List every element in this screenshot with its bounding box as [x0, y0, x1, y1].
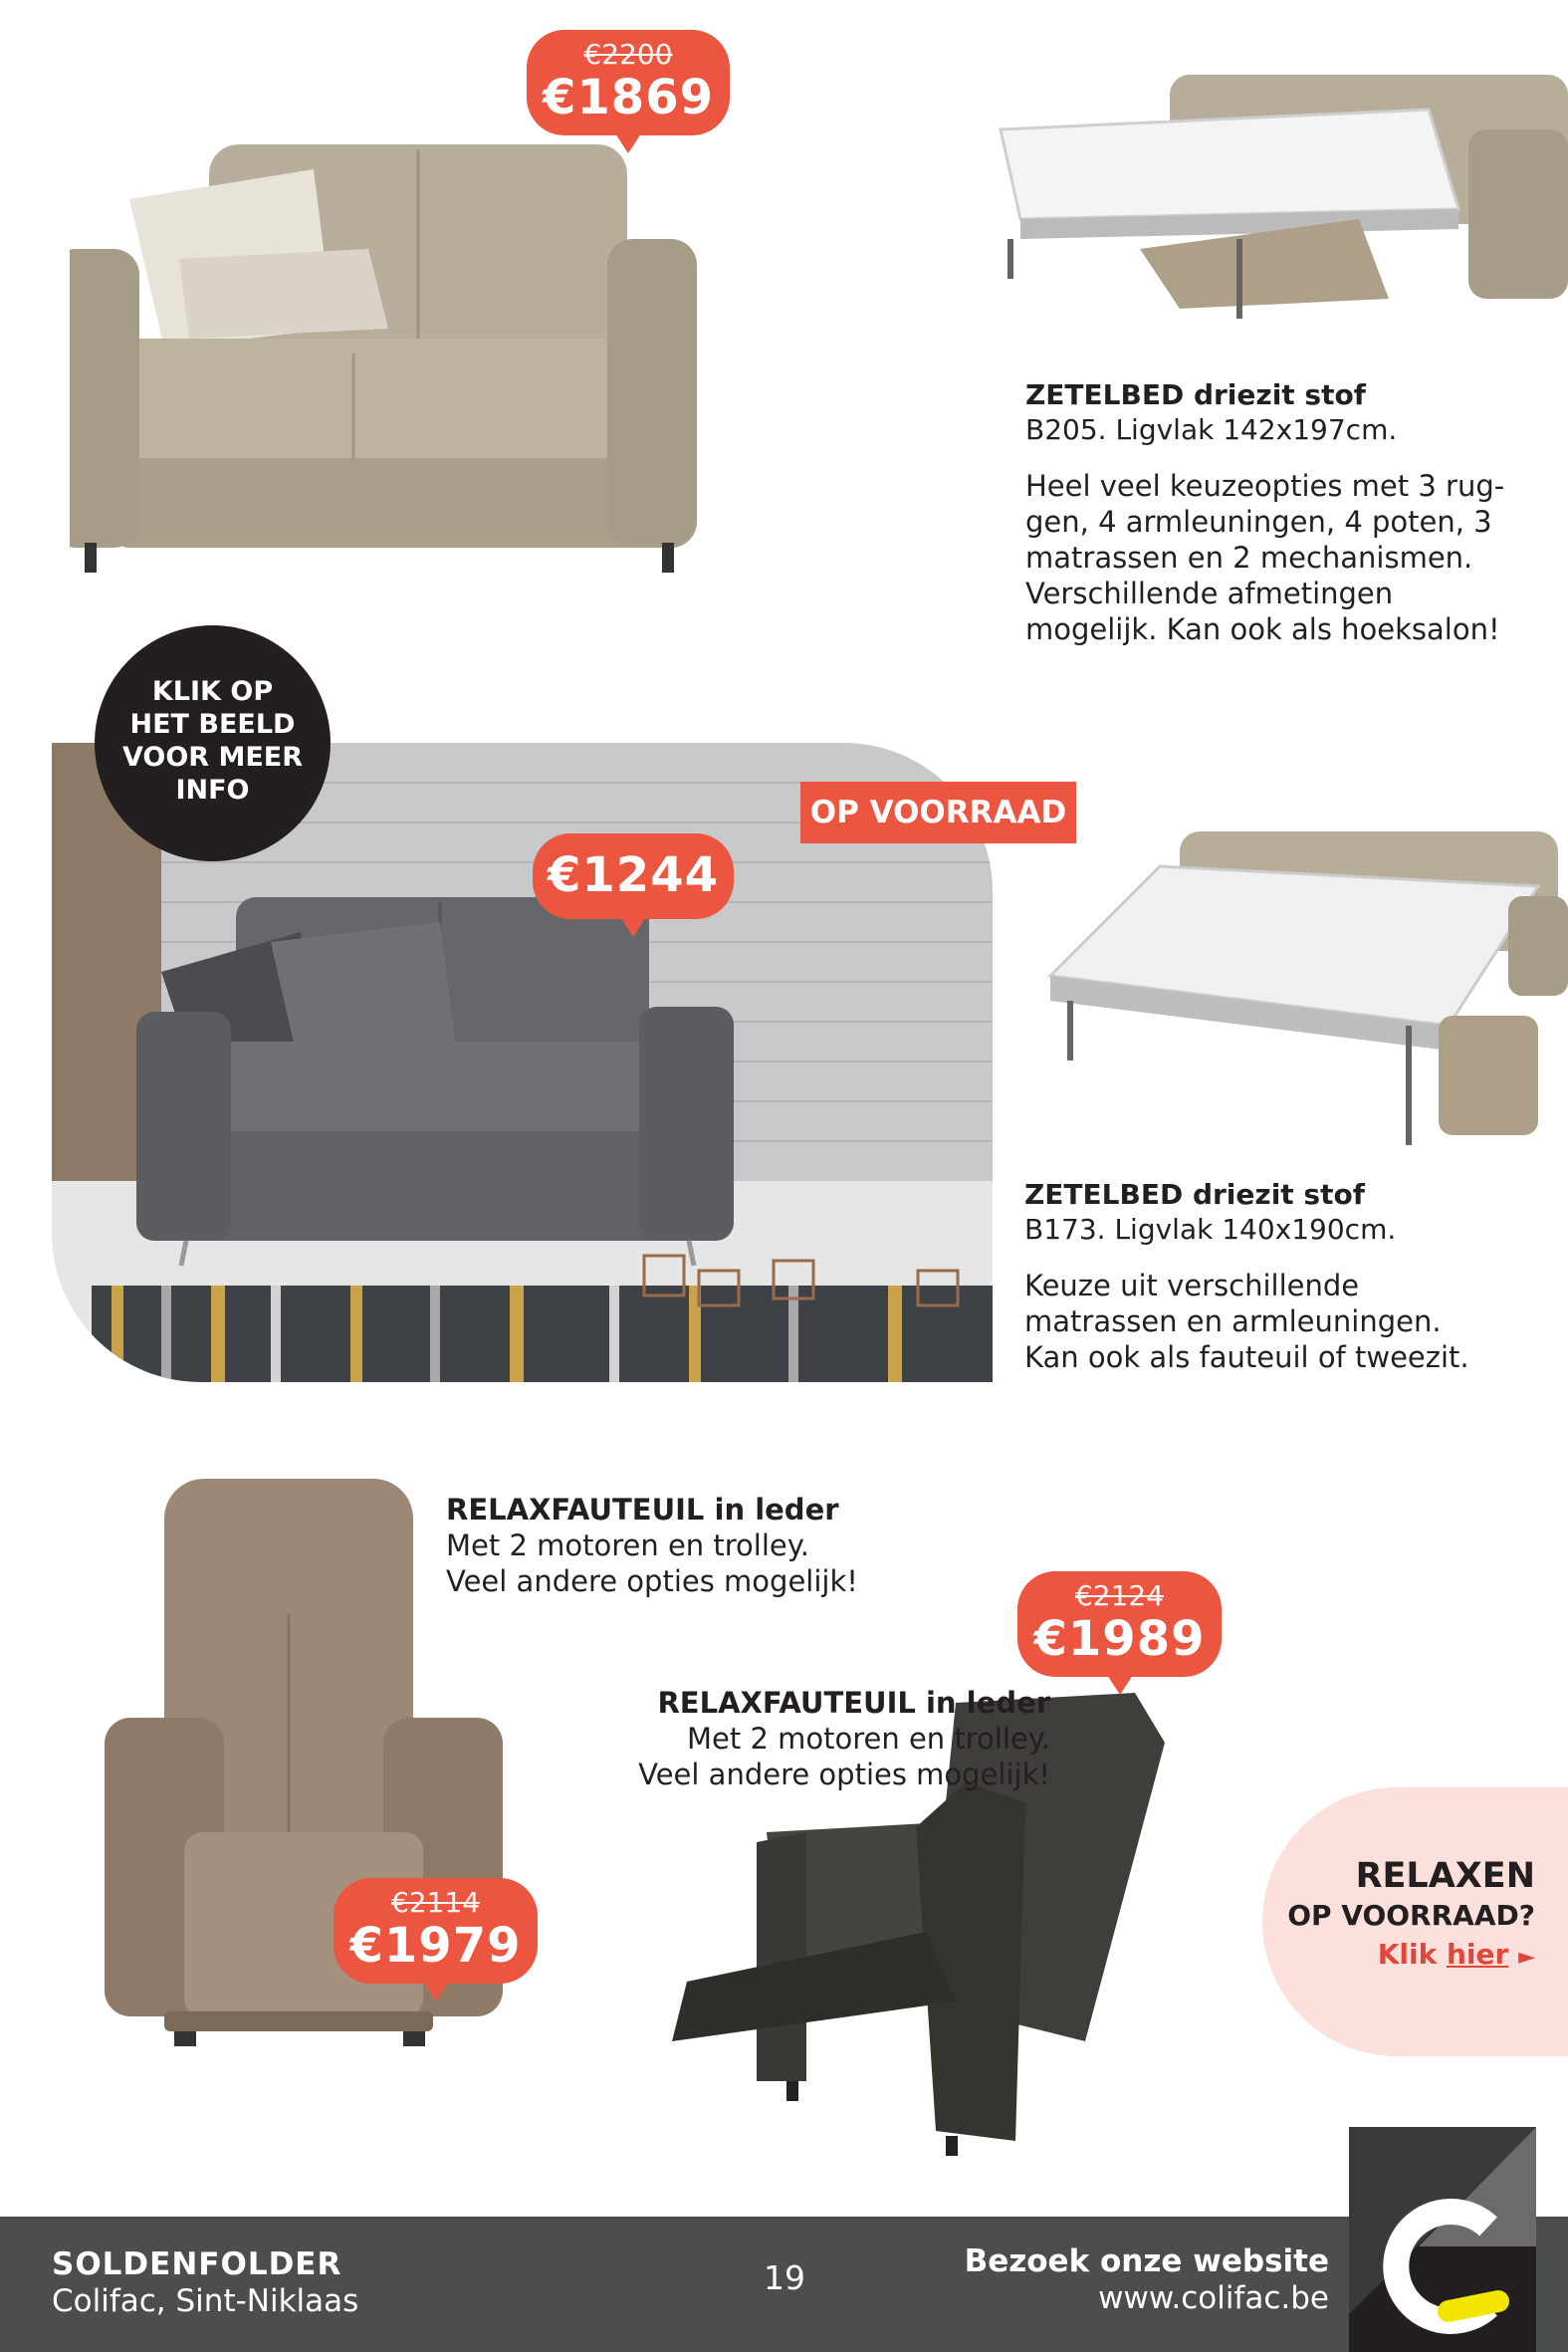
product-2-price-bubble [533, 833, 734, 919]
callout-question: OP VOORRAAD? [1287, 1899, 1535, 1932]
here-link[interactable]: hier [1446, 1938, 1509, 1971]
product-1-image[interactable] [70, 139, 996, 578]
product-title: ZETELBED driezit stof [1025, 378, 1366, 411]
badge-line: HET BEELD [129, 709, 296, 740]
product-title: ZETELBED driezit stof [1024, 1178, 1365, 1211]
product-2-bed-image[interactable] [1030, 826, 1568, 1155]
title-bold: RELAXFAUTEUIL [657, 1686, 916, 1720]
current-price: €1244 [548, 847, 719, 903]
product-3-text [446, 1492, 944, 1599]
current-price: €1869 [543, 70, 714, 125]
sofabed-open-illustration [991, 70, 1568, 349]
product-title [446, 1492, 944, 1528]
old-price: €2114 [390, 1886, 481, 1919]
badge-line: KLIK OP [151, 676, 274, 707]
title-rest: in leder [915, 1686, 1050, 1720]
current-price: €1979 [349, 1918, 522, 1974]
desc-line: Heel veel keuzeopties met 3 rug- [1025, 469, 1505, 503]
badge-line: VOOR MEER [121, 742, 304, 773]
beige-sofa-illustration [70, 139, 996, 578]
colifac-logo[interactable] [1349, 2127, 1536, 2352]
desc-line: Veel andere opties mogelijk! [446, 1564, 858, 1598]
product-4-text [498, 1685, 1050, 1792]
desc-line: matrassen en armleuningen. [1024, 1304, 1442, 1338]
desc-line: Verschillende afmetingen [1025, 577, 1394, 610]
desc-line: Veel andere opties mogelijk! [638, 1758, 1050, 1791]
product-1-old-price-bubble [527, 30, 730, 135]
footer-location: Colifac, Sint-Niklaas [52, 2283, 359, 2319]
footer [0, 2217, 1568, 2352]
desc-line: Met 2 motoren en trolley. [687, 1722, 1050, 1756]
old-price: €2124 [1074, 1579, 1165, 1612]
product-1-bed-image[interactable] [991, 70, 1568, 349]
desc-line: mogelijk. Kan ook als hoeksalon! [1025, 612, 1500, 646]
product-4-price-bubble [1017, 1571, 1222, 1677]
footer-title: SOLDENFOLDER [52, 2246, 342, 2282]
desc-line: Met 2 motoren en trolley. [446, 1529, 809, 1562]
callout-heading: RELAXEN [1355, 1856, 1535, 1896]
old-price: €2200 [583, 38, 673, 71]
title-rest: in leder [704, 1493, 839, 1527]
product-3-price-bubble [334, 1878, 538, 1984]
website-link[interactable]: www.colifac.be [1098, 2280, 1329, 2316]
badge-line: INFO [175, 775, 250, 806]
click-for-info-badge[interactable] [95, 625, 331, 861]
colifac-logo-mark [1349, 2127, 1536, 2352]
product-title [498, 1685, 1050, 1721]
link-prefix: Klik [1377, 1938, 1447, 1971]
product-subtitle: B173. Ligvlak 140x190cm. [1024, 1213, 1397, 1246]
relax-in-stock-callout[interactable] [1262, 1787, 1568, 2056]
desc-line: Keuze uit verschillende [1024, 1269, 1360, 1302]
page-number: 19 [764, 2258, 805, 2297]
current-price: €1989 [1033, 1611, 1206, 1667]
in-stock-badge: OP VOORRAAD [800, 782, 1076, 843]
product-1-text [1025, 378, 1543, 647]
visit-website-label: Bezoek onze website [964, 2243, 1329, 2279]
desc-line: gen, 4 armleuningen, 4 poten, 3 [1025, 505, 1492, 539]
desc-line: matrassen en 2 mechanismen. [1025, 541, 1473, 575]
product-description [1025, 468, 1543, 647]
sofabed-open-illustration [1030, 826, 1568, 1155]
callout-link-row[interactable] [1287, 1935, 1535, 1978]
arrow-right-icon: ► [1518, 1945, 1535, 1970]
product-2-text [1024, 1178, 1542, 1375]
product-description [1024, 1268, 1542, 1375]
desc-line: Kan ook als fauteuil of tweezit. [1024, 1340, 1469, 1374]
product-subtitle: B205. Ligvlak 142x197cm. [1025, 413, 1398, 446]
title-bold: RELAXFAUTEUIL [446, 1493, 705, 1527]
